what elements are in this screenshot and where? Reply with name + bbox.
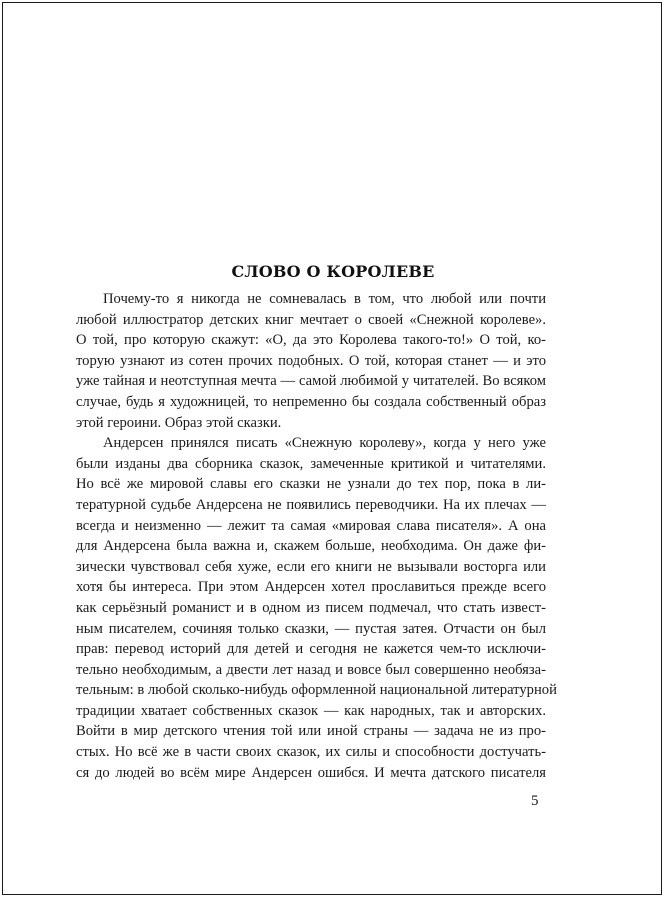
book-page: [2, 2, 662, 895]
text-line: зически чувствовал себя хуже, если его книги не вызывали восторга или: [76, 558, 546, 575]
body-text: [76, 289, 557, 783]
text-line: Андерсен принялся писать «Снежную королеву», когда у него уже: [103, 435, 546, 452]
text-line: традиции хватает собственных сказок — как народных, так и авторских.: [76, 702, 546, 719]
text-line: прав: перевод историй для детей и сегодня не кажется чем-то исключи-: [76, 641, 546, 658]
text-line: торую узнают из сотен прочих подобных. О той, которая станет — и это: [76, 352, 546, 369]
text-line: для Андерсена была важна и, скажем больше, необходима. Он даже фи-: [76, 538, 546, 555]
text-line: тельным: в любой сколько-нибудь оформленной национальной литературной: [76, 682, 557, 699]
text-line: любой иллюстратор детских книг мечтает о своей «Снежной королеве».: [76, 311, 546, 328]
text-line: О той, про которую скажут: «О, да это Королева такого-то!» О той, ко-: [76, 332, 546, 349]
text-line: всегда и неизменно — лежит та самая «мировая слава писателя». А она: [76, 517, 546, 534]
text-line: Но всё же мировой славы его сказки не узнали до тех пор, пока в ли-: [76, 476, 546, 493]
text-line: Войти в мир детского чтения той или иной страны — задача не из про-: [76, 723, 546, 740]
page-number: 5: [531, 793, 539, 809]
text-line: ся до людей во всём мире Андерсен ошибся. И мечта датского писателя: [76, 764, 546, 781]
text-line: ным писателем, сочиняя только сказки, — пустая затея. Отчасти он был: [76, 620, 546, 637]
chapter-title: СЛОВО О КОРОЛЕВЕ: [231, 262, 435, 281]
text-line: Почему-то я никогда не сомневалась в том, что любой или почти: [103, 291, 546, 307]
text-line: случае, будь я художницей, то непременно бы создала собственный образ: [76, 393, 546, 410]
text-line: этой героини. Образ этой сказки.: [76, 414, 282, 431]
text-line: тельно необходимым, а двести лет назад и вовсе был совершенно необяза-: [76, 661, 546, 678]
text-line: стых. Но всё же в части своих сказок, их силы и способности достучать-: [76, 744, 546, 761]
text-line: уже тайная и неотступная мечта — самой любимой у читателей. Во всяком: [76, 373, 546, 390]
text-line: тературной судьбе Андерсена не появились переводчики. На их плечах —: [76, 496, 546, 513]
text-line: как серьёзный романист и в одном из писем подмечал, что стать извест-: [76, 599, 546, 616]
text-line: были изданы два сборника сказок, замеченные критикой и читателями.: [76, 455, 546, 472]
text-line: хотя бы интереса. При этом Андерсен хотел прославиться прежде всего: [76, 579, 546, 596]
